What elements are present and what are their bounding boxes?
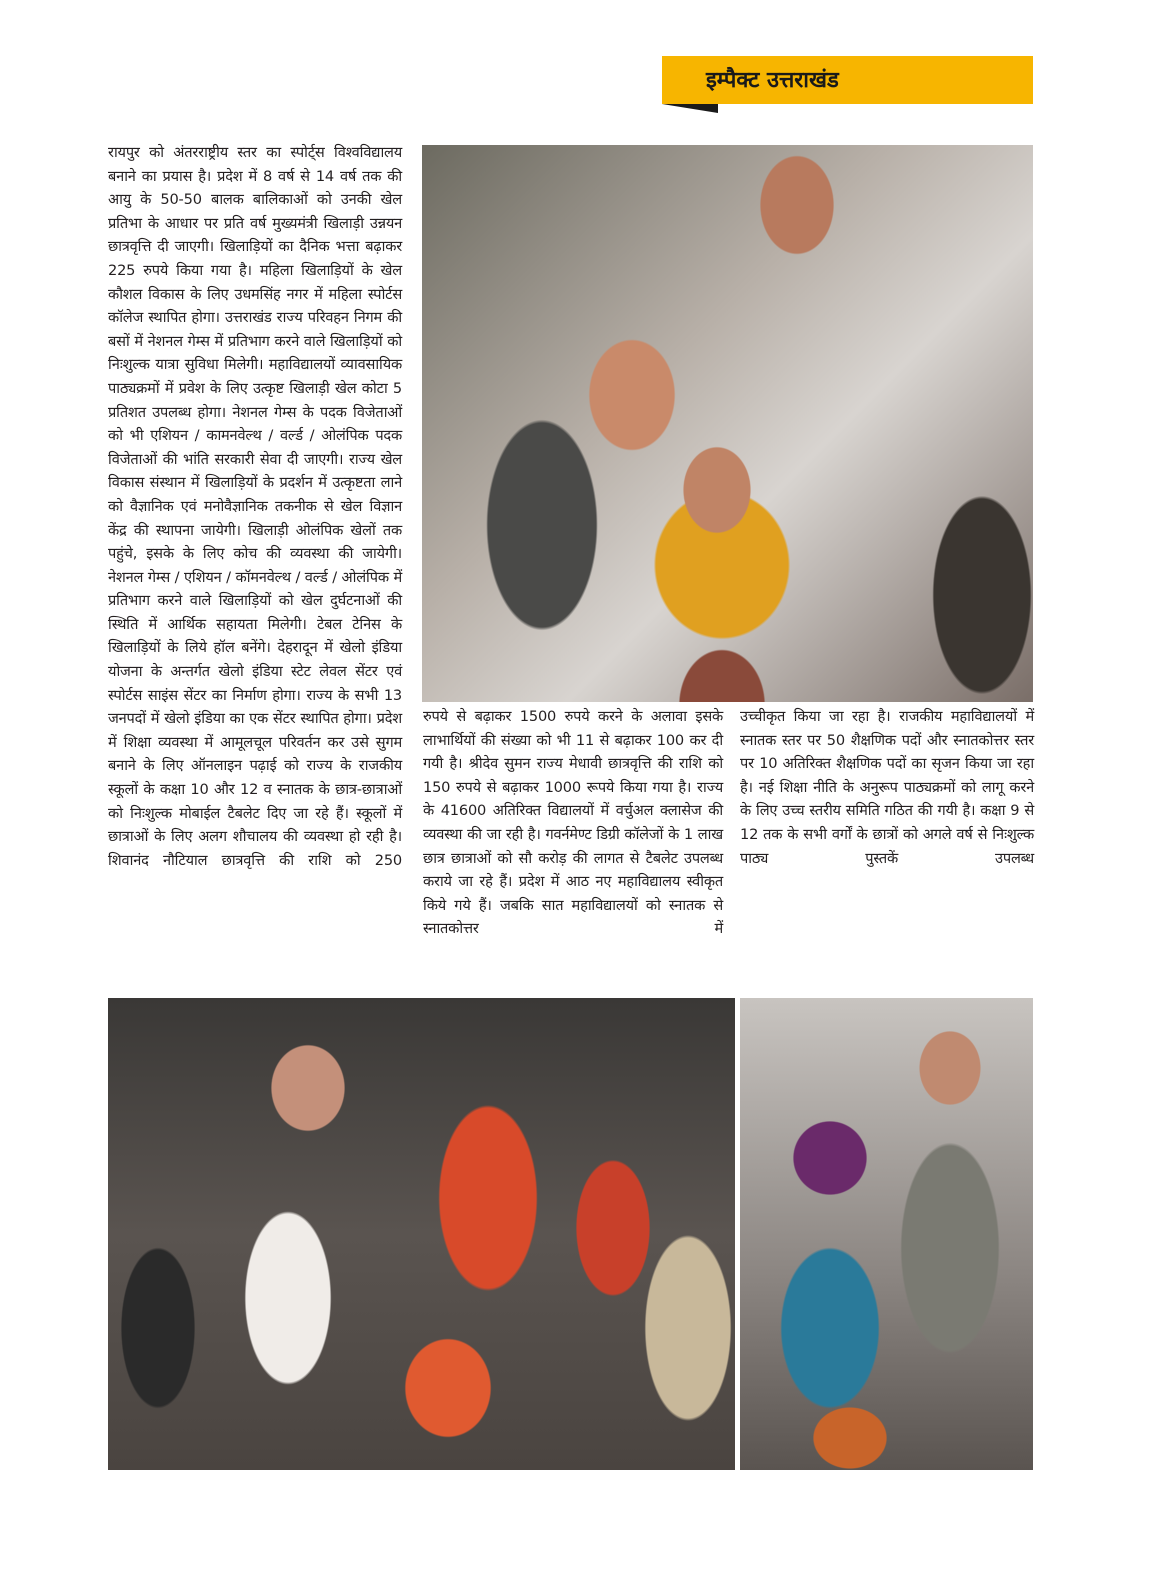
article-column-1 bbox=[108, 141, 402, 872]
article-text: रायपुर को अंतरराष्ट्रीय स्तर का स्पोर्ट्स विश्वविद्यालय बनाने का प्रयास है। प्रदेश में 8 वर्ष से 14 वर्ष तक की आयु के 50-50 बालक बालिकाओं को उनकी खेल प्रतिभा के आधार पर प्रति वर्ष मुख्यमंत्री खिलाड़ी उन्नयन छात्रवृत्ति दी जाएगी। खिलाड़ियों का दैनिक भत्ता बढ़ाकर 225 रुपये किया गया है। महिला खिलाड़ियों के खेल कौशल विकास के लिए उधमसिंह नगर में महिला स्पोर्टस कॉलेज स्थापित होगा। उत्तराखंड राज्य परिवहन निगम की बसों में नेशनल गेम्स में प्रतिभाग करने वाले खिलाड़ियों को निःशुल्क यात्रा सुविधा मिलेगी। महाविद्यालयों व्यावसायिक पाठ्यक्रमों में प्रवेश के लिए उत्कृष्ट खिलाड़ी खेल कोटा 5 प्रतिशत उपलब्ध होगा। नेशनल गेम्स के पदक विजेताओं को भी एशियन / कामनवेल्थ / वर्ल्ड / ओलंपिक पदक विजेताओं की भांति सरकारी सेवा दी जाएगी। राज्य खेल विकास संस्थान में खिलाड़ियों के प्रदर्शन में उत्कृष्टता लाने को वैज्ञानिक एवं मनोवैज्ञानिक तकनीक से खेल विज्ञान केंद्र की स्थापना जायेगी। खिलाड़ी ओलंपिक खेलों तक पहुंचे, इसके के लिए कोच की व्यवस्था की जायेगी। नेशनल गेम्स / एशियन / कॉमनवेल्थ / वर्ल्ड / ओलंपिक में प्रतिभाग करने वाले खिलाड़ियों को खेल दुर्घटनाओं की स्थिति में आर्थिक सहायता मिलेगी। टेबल टेनिस के खिलाड़ियों के लिये हॉल बनेंगे। देहरादून में खेलो इंडिया योजना के अन्तर्गत खेलो इंडिया स्टेट लेवल सेंटर एवं स्पोर्टस साइंस सेंटर का निर्माण होगा। राज्य के सभी 13 जनपदों में खेलो इंडिया का एक सेंटर स्थापित होगा। प्रदेश में शिक्षा व्यवस्था में आमूलचूल परिवर्तन कर उसे सुगम बनाने के लिए ऑनलाइन पढ़ाई को राज्य के राजकीय स्कूलों के कक्षा 10 और 12 व स्नातक के छात्र-छात्राओं को निःशुल्क मोबाईल टैबलेट दिए जा रहे हैं। स्कूलों में छात्राओं के लिए अलग शौचालय की व्यवस्था हो रही है। शिवानंद नौटियाल छात्रवृत्ति की राशि को 250 bbox=[108, 144, 402, 869]
article-column-2 bbox=[423, 705, 723, 941]
photo-bottom-left-rescue-team bbox=[108, 998, 735, 1470]
photo-top-chief-minister-with-children bbox=[422, 145, 1033, 702]
section-title: इम्पैक्ट उत्तराखंड bbox=[706, 68, 839, 93]
photo-bottom-right-consoling-woman bbox=[740, 998, 1033, 1470]
section-banner bbox=[662, 56, 1033, 104]
article-text: रुपये से बढ़ाकर 1500 रुपये करने के अलावा इसके लाभार्थियों की संख्या को भी 11 से बढ़ाकर 100 कर दी गयी है। श्रीदेव सुमन राज्य मेधावी छात्रवृत्ति की राशि को 150 रुपये से बढ़ाकर 1000 रूपये किया गया है। राज्य के 41600 अतिरिक्त विद्यालयों में वर्चुअल क्लासेज की व्यवस्था की जा रही है। गवर्नमेण्ट डिग्री कॉलेजों के 1 लाख छात्र छात्राओं को सौ करोड़ की लागत से टैबलेट उपलब्ध कराये जा रहे हैं। प्रदेश में आठ नए महाविद्यालय स्वीकृत किये गये हैं। जबकि सात महाविद्यालयों को स्नातक से स्नातकोत्तर में bbox=[423, 708, 723, 938]
article-column-3 bbox=[740, 705, 1034, 870]
article-text: उच्चीकृत किया जा रहा है। राजकीय महाविद्यालयों में स्नातक स्तर पर 50 शैक्षणिक पदों और स्नातकोत्तर स्तर पर 10 अतिरिक्त शैक्षणिक पदों का सृजन किया जा रहा है। नई शिक्षा नीति के अनुरूप पाठ्यक्रमों को लागू करने के लिए उच्च स्तरीय समिति गठित की गयी है। कक्षा 9 से 12 तक के सभी वर्गों के छात्रों को अगले वर्ष से निःशुल्क पाठ्य पुस्तकें उपलब्ध bbox=[740, 708, 1034, 867]
banner-tail-decoration bbox=[662, 104, 718, 113]
